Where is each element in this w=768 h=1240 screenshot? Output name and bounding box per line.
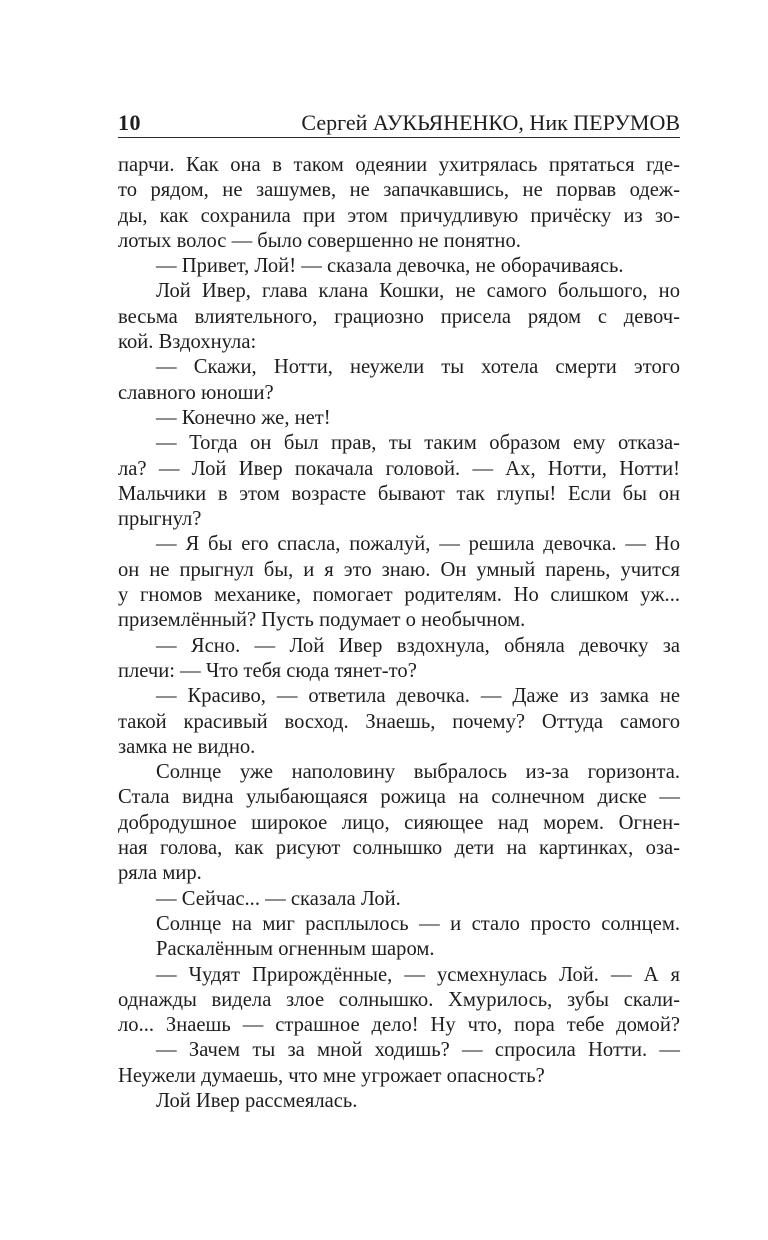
header-rule <box>118 137 680 138</box>
text-line: добродушное широкое лицо, сияющее над морем. Огнен- <box>118 811 680 834</box>
text-line: ды, как сохранила при этом причудливую причёску из зо- <box>118 204 680 227</box>
text-line: то рядом, не зашумев, не запачкавшись, не порвав одеж- <box>118 179 680 202</box>
text-line: однажды видела злое солнышко. Хмурилось, зубы скали- <box>118 988 680 1011</box>
text-line: ла? — Лой Ивер покачала головой. — Ах, Нотти, Нотти! <box>118 457 680 480</box>
text-line: Солнце уже наполовину выбралось из-за горизонта. <box>156 761 680 784</box>
text-line: Солнце на миг расплылось — и стало просто солнцем. <box>156 912 680 935</box>
text-line: — Я бы его спасла, пожалуй, — решила девочка. — Но <box>156 533 680 556</box>
text-line: Раскалённым огненным шаром. <box>156 938 435 961</box>
text-line: — Конечно же, нет! <box>156 406 331 429</box>
text-line: Лой Ивер рассмеялась. <box>156 1089 358 1112</box>
text-line: кой. Вздохнула: <box>118 331 257 354</box>
running-head-authors: Сергей АУКЬЯНЕНКО, Ник ПЕРУМОВ <box>301 110 680 135</box>
text-line: — Тогда он был прав, ты таким образом ему отказа- <box>156 432 680 455</box>
text-line: Мальчики в этом возрасте бывают так глупы! Если бы он <box>118 482 680 505</box>
text-line: Лой Ивер, глава клана Кошки, не самого большого, но <box>156 280 680 303</box>
text-line: такой красивый восход. Знаешь, почему? Оттуда самого <box>118 710 680 733</box>
text-line: он не прыгнул бы, и я это знаю. Он умный парень, учится <box>118 558 680 581</box>
text-line: — Сейчас... — сказала Лой. <box>156 887 401 910</box>
text-line: — Привет, Лой! — сказала девочка, не оборачиваясь. <box>156 255 624 278</box>
text-line: ряла мир. <box>118 862 202 885</box>
text-line: — Красиво, — ответила девочка. — Даже из замка не <box>156 685 680 708</box>
text-line: весьма влиятельного, грациозно присела рядом с девоч- <box>118 305 680 328</box>
text-line: — Чудят Прирождённые, — усмехнулась Лой. — А я <box>156 963 680 986</box>
text-line: Неужели думаешь, что мне угрожает опасность? <box>118 1064 545 1087</box>
text-line: ло... Знаешь — страшное дело! Ну что, пора тебе домой? <box>118 1014 680 1037</box>
text-line: лотых волос — было совершенно не понятно. <box>118 229 521 252</box>
text-line: ная голова, как рисуют солнышко дети на картинках, оза- <box>118 837 680 860</box>
body-text <box>118 153 680 1114</box>
text-line: Стала видна улыбающаяся рожица на солнечном диске — <box>118 786 680 809</box>
text-line: — Скажи, Нотти, неужели ты хотела смерти этого <box>156 356 680 379</box>
running-head <box>118 100 680 136</box>
text-line: прыгнул? <box>118 508 202 531</box>
text-line: славного юноши? <box>118 381 274 404</box>
text-line: — Зачем ты за мной ходишь? — спросила Нотти. — <box>156 1039 680 1062</box>
text-line: у гномов механике, помогает родителям. Но слишком уж... <box>118 584 680 607</box>
text-line: парчи. Как она в таком одеянии ухитрялась прятаться где- <box>118 154 680 176</box>
text-line: — Ясно. — Лой Ивер вздохнула, обняла девочку за <box>156 634 680 657</box>
page-number: 10 <box>118 110 141 135</box>
text-line: замка не видно. <box>118 735 256 758</box>
text-line: плечи: — Что тебя сюда тянет-то? <box>118 659 417 682</box>
text-line: приземлённый? Пусть подумает о необычном. <box>118 609 526 632</box>
